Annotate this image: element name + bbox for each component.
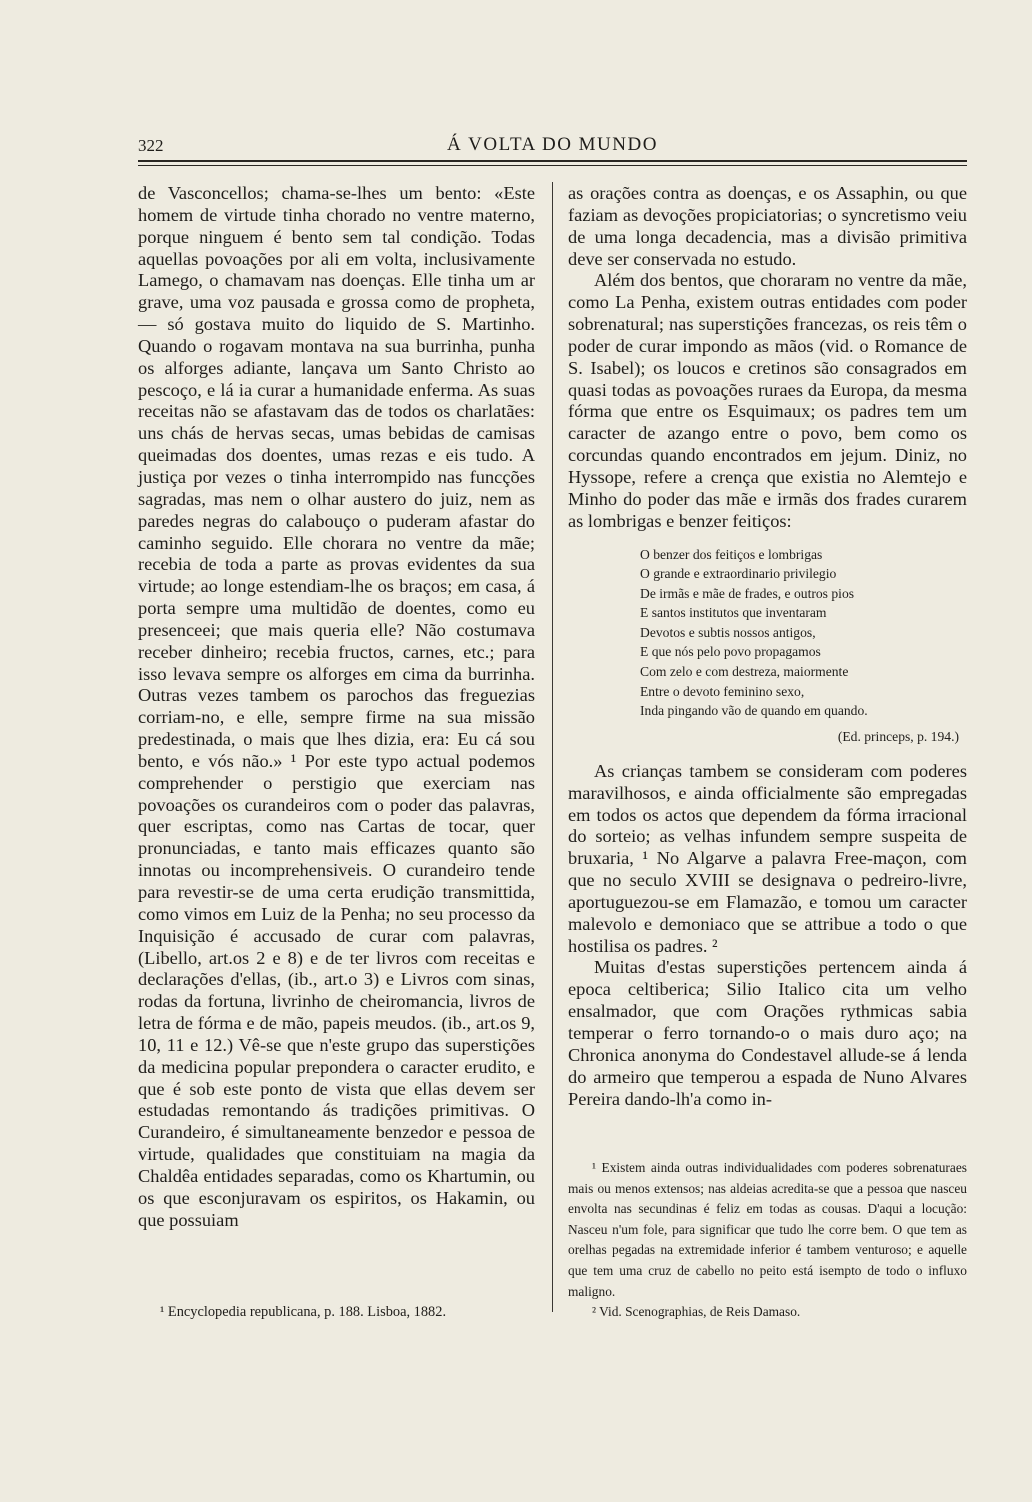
verse-line: De irmãs e mãe de frades, e outros pios xyxy=(640,585,855,601)
right-paragraph-2: Além dos bentos, que choraram no ventre da mãe, como La Penha, existem outras entidades com poder sobrenatural; nas superstições francezas, os reis têm o poder de curar impondo as mãos (vid. o Romance de S. Isabel); os loucos e cretinos são consagrados em quasi todas as povoações ruraes da Europa, da mesma fórma que entre os Esquimaux; os padres tem um caracter de azango entre o povo, bem como os corcundas quando encontrados em jejum. Diniz, no Hyssope, refere a crença que existia no Alemtejo e Minho do poder das mãe e irmãs dos frades curarem as lombrigas e benzer feitiços: xyxy=(568,270,967,531)
verse-line: O benzer dos feitiços e lombrigas xyxy=(640,546,823,562)
verse-citation: (Ed. princeps, p. 194.) xyxy=(837,728,959,744)
verse-line: E santos institutos que inventaram xyxy=(640,605,827,621)
running-title: Á VOLTA DO MUNDO xyxy=(447,134,658,155)
right-footnotes xyxy=(568,1158,967,1323)
column-divider xyxy=(552,182,553,1312)
right-column xyxy=(568,183,967,1110)
left-column xyxy=(138,183,535,1232)
right-paragraph-4: Muitas d'estas superstições pertencem ainda á epoca celtiberica; Silio Italico cita um velho ensalmador, que com Orações rythmicas sabia temperar o ferro tornando-o o mais duro aço; na Chronica anonyma do Condestavel allude-se á lenda do armeiro que temperou a espada de Nuno Alvares Pereira dando-lh'a como in- xyxy=(568,957,967,1109)
left-footnote: ¹ Encyclopedia republicana, p. 188. Lisboa, 1882. xyxy=(160,1304,447,1320)
verse-line: Devotos e subtis nossos antigos, xyxy=(640,624,816,640)
left-paragraph: de Vasconcellos; chama-se-lhes um bento: «Este homem de virtude tinha chorado no ventre materno, porque ninguem é bento sem tal condição. Todas aquellas povoações por ali em volta, inclusivamente Lamego, o chamavam nas doenças. Elle tinha um ar grave, uma voz pausada e grossa como de propheta, — só gostava muito do liquido de S. Martinho. Quando o rogavam montava na sua burrinha, punha os alforges adiante, lançava um Santo Christo ao pescoço, e lá ia curar a humanidade enferma. As suas receitas não se afastavam das de todos os charlatães: uns chás de hervas secas, umas bebidas de camisas queimadas dos doentes, umas rezas e eis tudo. A justiça por vezes o tinha interrompido nas funcções sagradas, mas nem o olhar austero do juiz, nem as paredes negras do calabouço o puderam afastar do caminho seguido. Elle chorara no ventre da mãe; recebia de toda a parte as provas evidentes da sua virtude; ao longe estendiam-lhe os braços; em casa, á porta sempre uma multidão de doentes, como eu presenceei; que mais queria elle? Não costumava receber dinheiro; recebia fructos, carnes, etc.; para isso levava sempre os alforges em cima da burrinha. Outras vezes tambem os parochos das freguezias corriam-no, e elle, sempre firme na sua missão predestinada, o mais que lhes dizia, era: Eu cá sou bento, e vós não.» ¹ Por este typo actual podemos comprehender o perstigio que exerciam nas povoações os curandeiros com o poder das palavras, quer escriptas, como nas Cartas de tocar, quer pronunciadas, e tanto mais efficazes quanto são innotas ou incomprehensiveis. O curandeiro tende para revestir-se de uma certa erudição transmittida, como vimos em Luiz de la Penha; no seu processo da Inquisição é accusado de curar com palavras, (Libello, art.os 2 e 8) e de ter livros com receitas e declarações d'ellas, (ib., art.o 3) e Livros com sinas, rodas da fortuna, livrinho de cheiromancia, livros de letra de fórma e de mão, papeis meudos. (ib., art.os 9, 10, 11 e 12.) Vê-se que n'este grupo das superstições da medicina popular prepondera o caracter erudito, e que é sob este ponto de vista que ellas devem ser estudadas remontando ás tradições primitivas. O Curandeiro, é simultaneamente benzedor e pessoa de virtude, qualidades que constituiam na magia da Chaldêa entidades separadas, como os Khartumin, ou os que esconjuravam os espiritos, os Hakamin, ou que possuiam xyxy=(138,183,535,1230)
header-rule-thin xyxy=(138,165,967,166)
verse-line: O grande e extraordinario privilegio xyxy=(640,566,837,582)
verse-line: Inda pingando vão de quando em quando. xyxy=(640,703,868,719)
verse-line: Com zelo e com destreza, maiormente xyxy=(640,664,849,680)
right-footnote-2: ² Vid. Scenographias, de Reis Damaso. xyxy=(592,1304,801,1320)
page-number: 322 xyxy=(138,136,164,155)
right-footnote-1: ¹ Existem ainda outras individualidades com poderes sobrenaturaes mais ou menos extensos; nas aldeias acredita-se que a pessoa que nasceu envolta nas secundinas é feliz em todas as cousas. D'aqui a locução: Nasceu n'um fole, para significar que tudo lhe corre bem. O que tem as orelhas pegadas na extremidade inferior é tambem venturoso; e aquelle que tem uma cruz de cabello no peito está isempto de todo o influxo maligno. xyxy=(568,1160,967,1299)
right-paragraph-1: as orações contra as doenças, e os Assaphin, ou que faziam as devoções propiciatorias; o syncretismo veiu de uma longa decadencia, mas a divisão primitiva deve ser conservada no estudo. xyxy=(568,183,967,269)
header-rule-thick xyxy=(138,160,967,162)
right-paragraph-3: As crianças tambem se consideram com poderes maravilhosos, e ainda officialmente são empregadas em todos os actos que dependem da fórma irracional do sorteio; as velhas infundem sempre suspeita de bruxaria, ¹ No Algarve a palavra Free-maçon, com que no seculo XVIII se designava o pedreiro-livre, aportuguezou-se em Flamazão, e tomou um caracter malevolo e demoniaco que se attribue a todo o que hostilisa os padres. ² xyxy=(568,760,967,956)
verse-line: E que nós pelo povo propagamos xyxy=(640,644,821,660)
verse-quotation xyxy=(640,545,967,721)
verse-line: Entre o devoto feminino sexo, xyxy=(640,683,805,699)
